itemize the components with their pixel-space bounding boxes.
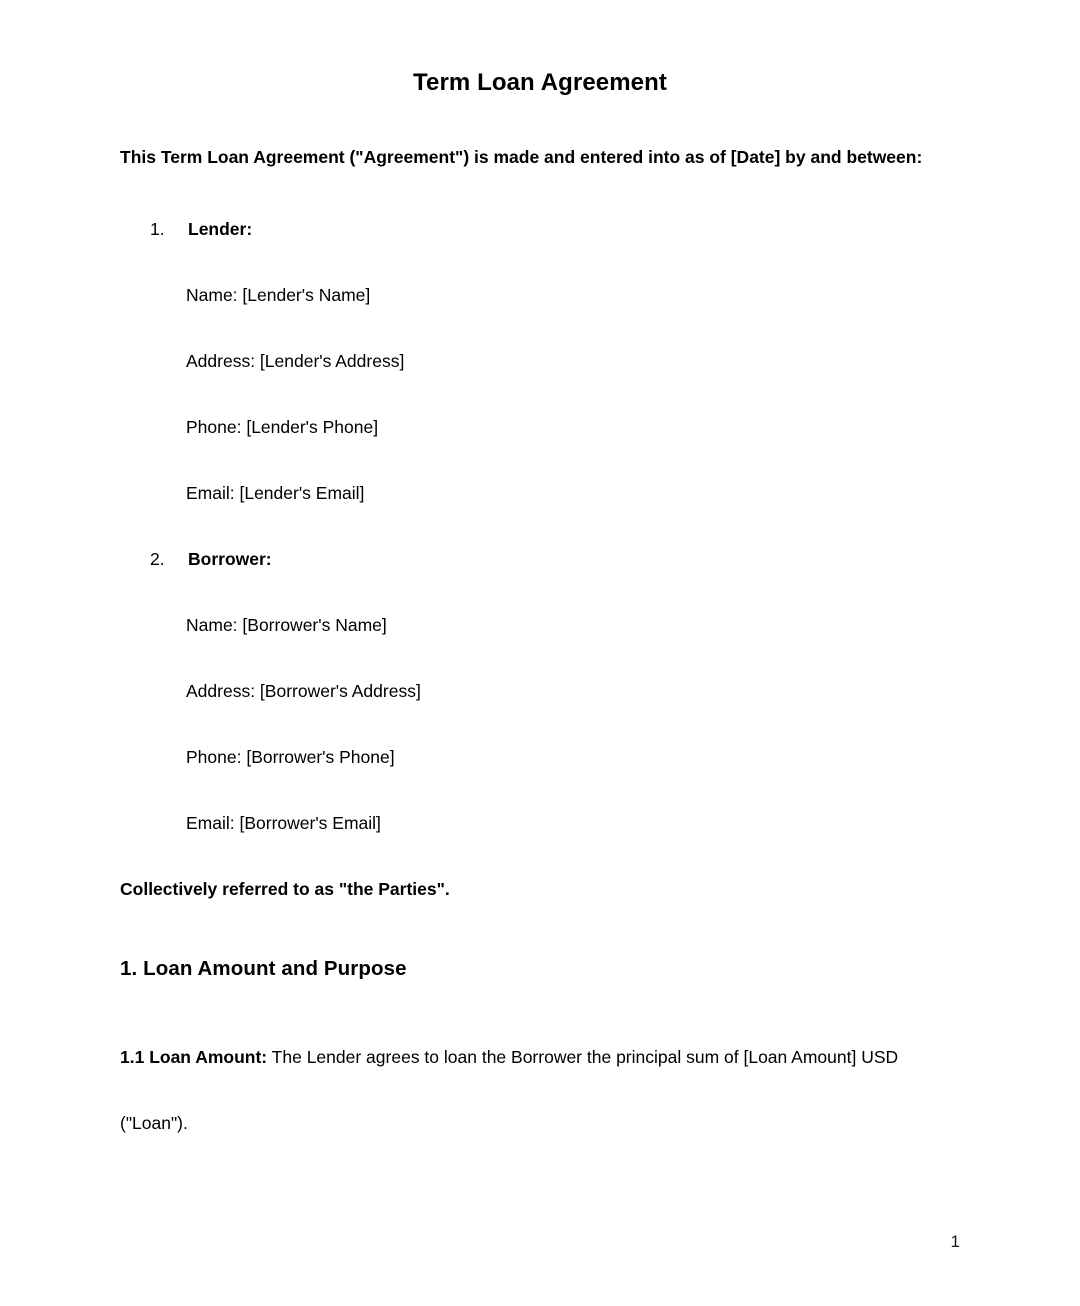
- list-marker: 1.: [150, 219, 165, 239]
- section-heading-loan-amount-and-purpose: 1. Loan Amount and Purpose: [120, 957, 407, 980]
- lender-email-line: Email: [Lender's Email]: [186, 483, 365, 503]
- page-number: 1: [950, 1232, 960, 1251]
- clause-label: 1.1 Loan Amount:: [120, 1047, 268, 1067]
- lender-phone-line: Phone: [Lender's Phone]: [186, 417, 379, 437]
- clause-text: The Lender agrees to loan the Borrower the principal sum of [Loan Amount] USD ("Loan").: [120, 1047, 899, 1133]
- borrower-name-line: Name: [Borrower's Name]: [186, 615, 387, 635]
- lender-name-line: Name: [Lender's Name]: [186, 285, 371, 305]
- borrower-address-line: Address: [Borrower's Address]: [186, 681, 421, 701]
- list-item: [120, 526, 952, 592]
- document-body: [120, 124, 952, 1156]
- clause-1-1: [120, 1024, 952, 1156]
- party-label-borrower: Borrower:: [188, 549, 272, 569]
- intro-paragraph: This Term Loan Agreement ("Agreement") is made and entered into as of [Date] by and between:: [120, 147, 923, 167]
- party-label-lender: Lender:: [188, 219, 253, 239]
- spacer: [120, 922, 952, 936]
- spacer: [120, 1002, 952, 1024]
- page-title: Term Loan Agreement: [413, 69, 667, 97]
- lender-address-line: Address: [Lender's Address]: [186, 351, 405, 371]
- borrower-phone-line: Phone: [Borrower's Phone]: [186, 747, 395, 767]
- collective-statement: Collectively referred to as "the Parties".: [120, 879, 450, 899]
- list-item: [120, 196, 952, 262]
- list-marker: 2.: [150, 549, 165, 569]
- borrower-email-line: Email: [Borrower's Email]: [186, 813, 381, 833]
